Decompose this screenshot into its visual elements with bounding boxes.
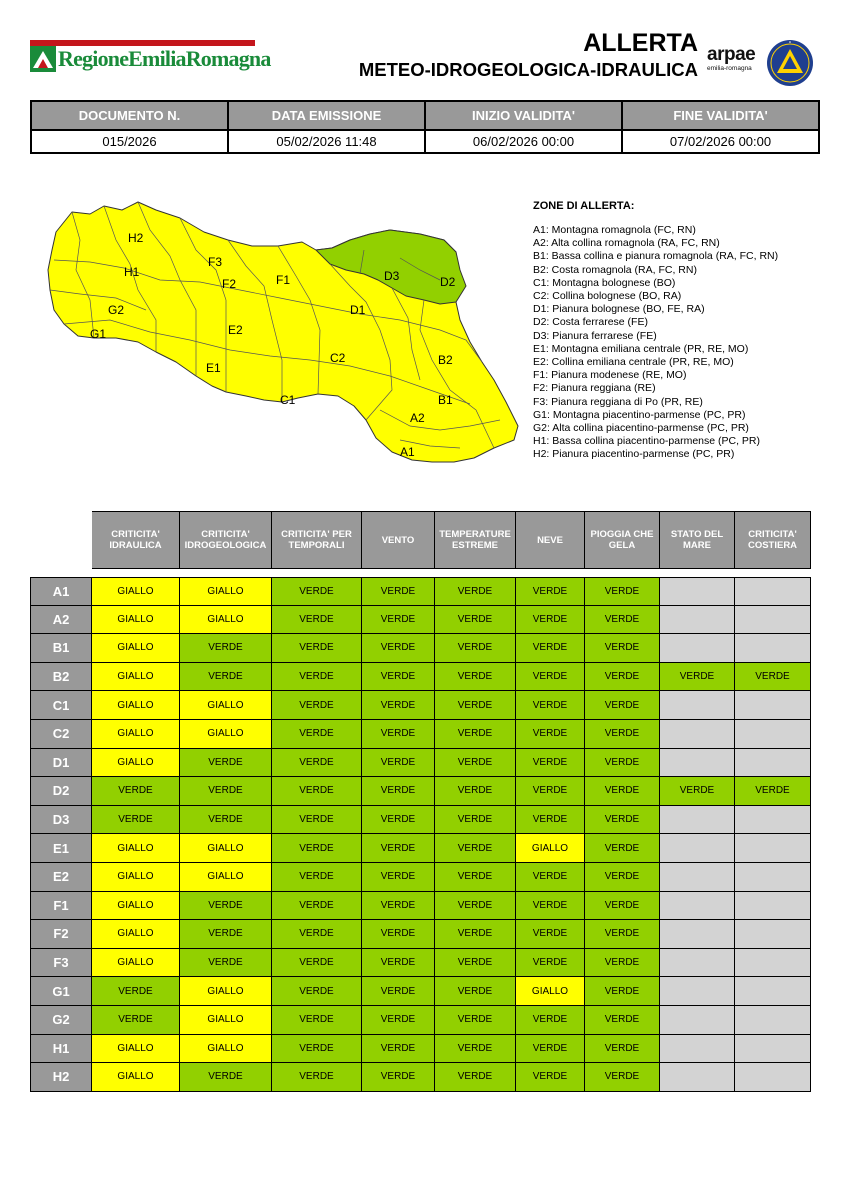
zone-label: D3 xyxy=(30,806,92,835)
zone-label: A2 xyxy=(30,606,92,635)
alert-level-cell: VERDE xyxy=(585,920,660,949)
alert-level-cell: VERDE xyxy=(585,806,660,835)
column-header: CRITICITA' IDRAULICA xyxy=(92,511,180,569)
alert-level-cell: VERDE xyxy=(362,777,435,806)
zone-legend-item: B1: Bassa collina e pianura romagnola (RA, FC, RN) xyxy=(533,250,779,263)
alert-level-cell: VERDE xyxy=(516,1006,585,1035)
map-label-c1: C1 xyxy=(280,393,296,407)
alert-level-cell: VERDE xyxy=(585,634,660,663)
column-header: CRITICITA' IDROGEOLOGICA xyxy=(180,511,272,569)
document-info-table xyxy=(30,100,820,154)
empty-cell xyxy=(660,806,735,835)
alert-level-cell: VERDE xyxy=(516,892,585,921)
alert-level-cell: VERDE xyxy=(585,606,660,635)
map-region-yellow xyxy=(48,202,518,462)
alert-level-cell: VERDE xyxy=(435,949,516,978)
alert-level-cell: VERDE xyxy=(516,920,585,949)
empty-cell xyxy=(735,577,811,606)
map-label-f3: F3 xyxy=(208,255,223,269)
empty-cell xyxy=(735,1006,811,1035)
zone-legend-item: E2: Collina emiliana centrale (PR, RE, MO) xyxy=(533,356,734,369)
alert-level-cell: VERDE xyxy=(585,892,660,921)
zone-label: H1 xyxy=(30,1035,92,1064)
zone-label: E2 xyxy=(30,863,92,892)
alert-level-cell: VERDE xyxy=(435,806,516,835)
column-header: VENTO xyxy=(362,511,435,569)
alert-level-cell: GIALLO xyxy=(516,977,585,1006)
table-row xyxy=(30,749,811,778)
table-row xyxy=(30,691,811,720)
alert-level-cell: GIALLO xyxy=(516,834,585,863)
table-row xyxy=(30,1063,811,1092)
table-row xyxy=(30,777,811,806)
alert-level-cell: VERDE xyxy=(272,720,362,749)
alert-level-cell: VERDE xyxy=(272,834,362,863)
page-subtitle: METEO-IDROGEOLOGICA-IDRAULICA xyxy=(358,59,698,80)
empty-cell xyxy=(735,806,811,835)
alert-level-cell: GIALLO xyxy=(180,606,272,635)
alert-level-cell: VERDE xyxy=(362,749,435,778)
alert-level-cell: VERDE xyxy=(435,663,516,692)
column-header: TEMPERATURE ESTREME xyxy=(435,511,516,569)
alert-level-cell: GIALLO xyxy=(180,720,272,749)
alert-table-body xyxy=(30,569,811,1092)
alert-level-cell: VERDE xyxy=(272,892,362,921)
alert-level-cell: VERDE xyxy=(272,749,362,778)
brand-name: RegioneEmiliaRomagna xyxy=(58,46,271,71)
alert-level-cell: GIALLO xyxy=(92,892,180,921)
page-title: ALLERTA xyxy=(583,29,698,57)
alert-level-cell: VERDE xyxy=(585,691,660,720)
alert-level-cell: VERDE xyxy=(362,663,435,692)
alert-level-cell: GIALLO xyxy=(92,949,180,978)
arpae-wordmark xyxy=(707,45,763,65)
alert-level-cell: GIALLO xyxy=(92,720,180,749)
alert-level-cell: VERDE xyxy=(362,1035,435,1064)
alert-level-cell: GIALLO xyxy=(180,1035,272,1064)
alert-zones-map xyxy=(20,190,525,480)
zone-label: F2 xyxy=(30,920,92,949)
zone-label: F3 xyxy=(30,949,92,978)
zone-label: F1 xyxy=(30,892,92,921)
alert-level-cell: VERDE xyxy=(362,634,435,663)
fine-validita-value: 07/02/2026 00:00 xyxy=(622,130,819,153)
zone-legend-item: C1: Montagna bolognese (BO) xyxy=(533,276,676,289)
alert-level-cell: VERDE xyxy=(516,749,585,778)
empty-cell xyxy=(660,720,735,749)
documento-number: 015/2026 xyxy=(31,130,228,153)
alert-level-cell: GIALLO xyxy=(180,863,272,892)
alert-level-cell: VERDE xyxy=(180,806,272,835)
alert-level-cell: VERDE xyxy=(272,606,362,635)
empty-cell xyxy=(735,834,811,863)
alert-level-cell: VERDE xyxy=(272,1006,362,1035)
zone-legend-item: A2: Alta collina romagnola (RA, FC, RN) xyxy=(533,237,720,250)
alert-level-cell: GIALLO xyxy=(180,1006,272,1035)
zone-label: D1 xyxy=(30,749,92,778)
alert-level-cell: VERDE xyxy=(516,720,585,749)
alert-level-cell: VERDE xyxy=(735,777,811,806)
zone-label: B2 xyxy=(30,663,92,692)
alert-level-cell: GIALLO xyxy=(92,863,180,892)
alert-level-cell: VERDE xyxy=(516,1063,585,1092)
map-label-b2: B2 xyxy=(438,353,453,367)
regione-emilia-romagna-logo xyxy=(30,40,271,76)
alert-level-cell: VERDE xyxy=(272,949,362,978)
alert-level-cell: VERDE xyxy=(516,863,585,892)
alert-level-cell: VERDE xyxy=(362,834,435,863)
alert-level-cell: VERDE xyxy=(92,806,180,835)
alert-level-cell: VERDE xyxy=(362,863,435,892)
alert-level-cell: VERDE xyxy=(435,777,516,806)
alert-level-cell: VERDE xyxy=(585,663,660,692)
alert-level-cell: VERDE xyxy=(516,663,585,692)
empty-cell xyxy=(660,949,735,978)
map-label-h2: H2 xyxy=(128,231,144,245)
alert-level-cell: VERDE xyxy=(435,863,516,892)
regione-flag-icon xyxy=(30,46,56,72)
header-fine-validita: FINE VALIDITA' xyxy=(622,101,819,130)
document-info-values-row xyxy=(31,130,819,153)
alert-level-cell: VERDE xyxy=(180,663,272,692)
alert-level-cell: VERDE xyxy=(362,720,435,749)
alert-level-cell: GIALLO xyxy=(180,691,272,720)
alert-level-cell: VERDE xyxy=(362,1063,435,1092)
table-row xyxy=(30,863,811,892)
column-header: CRITICITA' COSTIERA xyxy=(735,511,811,569)
alert-level-cell: GIALLO xyxy=(92,834,180,863)
zone-legend-item: E1: Montagna emiliana centrale (PR, RE, MO) xyxy=(533,342,749,355)
table-row xyxy=(30,977,811,1006)
alert-level-cell: VERDE xyxy=(272,634,362,663)
alert-level-cell: VERDE xyxy=(180,920,272,949)
alert-level-cell: VERDE xyxy=(435,577,516,606)
alert-level-cell: GIALLO xyxy=(92,1063,180,1092)
alert-level-cell: VERDE xyxy=(435,1035,516,1064)
alert-level-cell: VERDE xyxy=(92,1006,180,1035)
zone-label: G1 xyxy=(30,977,92,1006)
table-row xyxy=(30,1035,811,1064)
empty-cell xyxy=(735,977,811,1006)
zone-legend-item: A1: Montagna romagnola (FC, RN) xyxy=(533,224,696,236)
alert-level-cell: VERDE xyxy=(272,577,362,606)
zone-legend-item: F2: Pianura reggiana (RE) xyxy=(533,382,656,395)
zone-label: G2 xyxy=(30,1006,92,1035)
empty-cell xyxy=(660,634,735,663)
empty-cell xyxy=(735,892,811,921)
alert-level-cell: VERDE xyxy=(272,663,362,692)
zone-legend-item: H2: Pianura piacentino-parmense (PC, PR) xyxy=(533,448,735,461)
alert-level-cell: GIALLO xyxy=(92,606,180,635)
protezione-civile-icon xyxy=(766,39,814,87)
empty-cell xyxy=(660,606,735,635)
map-label-g2: G2 xyxy=(108,303,125,317)
table-row xyxy=(30,806,811,835)
zone-legend-item: B2: Costa romagnola (RA, FC, RN) xyxy=(533,263,697,276)
alert-level-cell: VERDE xyxy=(272,806,362,835)
alert-level-cell: VERDE xyxy=(516,577,585,606)
map-label-d3: D3 xyxy=(384,269,400,283)
alert-level-cell: VERDE xyxy=(516,949,585,978)
column-header: PIOGGIA CHE GELA xyxy=(585,511,660,569)
map-label-e2: E2 xyxy=(228,323,243,337)
alert-level-cell: VERDE xyxy=(362,691,435,720)
empty-cell xyxy=(735,949,811,978)
alert-level-cell: GIALLO xyxy=(180,834,272,863)
alert-level-cell: VERDE xyxy=(585,720,660,749)
alert-level-cell: VERDE xyxy=(92,977,180,1006)
table-row xyxy=(30,1006,811,1035)
zone-label: B1 xyxy=(30,634,92,663)
empty-cell xyxy=(660,1035,735,1064)
document-info-header-row xyxy=(31,101,819,130)
alert-level-cell: VERDE xyxy=(516,691,585,720)
alert-level-cell: GIALLO xyxy=(92,920,180,949)
empty-cell xyxy=(660,834,735,863)
zone-legend-item: F1: Pianura modenese (RE, MO) xyxy=(533,369,687,382)
alert-level-cell: VERDE xyxy=(516,806,585,835)
alert-level-cell: VERDE xyxy=(585,1006,660,1035)
header-data-emissione: DATA EMISSIONE xyxy=(228,101,425,130)
column-header: CRITICITA' PER TEMPORALI xyxy=(272,511,362,569)
alert-level-cell: VERDE xyxy=(435,1006,516,1035)
alert-level-cell: VERDE xyxy=(180,634,272,663)
alert-level-cell: VERDE xyxy=(585,949,660,978)
alert-level-cell: VERDE xyxy=(585,577,660,606)
zone-label: H2 xyxy=(30,1063,92,1092)
alert-level-cell: VERDE xyxy=(362,577,435,606)
alert-level-cell: VERDE xyxy=(272,863,362,892)
empty-cell xyxy=(735,749,811,778)
alert-level-cell: VERDE xyxy=(272,977,362,1006)
zone-legend-item: G2: Alta collina piacentino-parmense (PC, PR) xyxy=(533,422,749,435)
alert-level-cell: VERDE xyxy=(516,1035,585,1064)
alert-level-cell: VERDE xyxy=(516,634,585,663)
alert-level-cell: VERDE xyxy=(435,691,516,720)
header-inizio-validita: INIZIO VALIDITA' xyxy=(425,101,622,130)
empty-cell xyxy=(660,1006,735,1035)
alert-level-cell: VERDE xyxy=(180,949,272,978)
table-row xyxy=(30,892,811,921)
alert-level-cell: GIALLO xyxy=(92,1035,180,1064)
alert-level-cell: VERDE xyxy=(272,920,362,949)
empty-cell xyxy=(735,634,811,663)
empty-cell xyxy=(660,863,735,892)
alert-level-cell: GIALLO xyxy=(92,634,180,663)
alert-level-cell: GIALLO xyxy=(92,691,180,720)
zone-label: C1 xyxy=(30,691,92,720)
table-row xyxy=(30,834,811,863)
table-row xyxy=(30,720,811,749)
map-label-e1: E1 xyxy=(206,361,221,375)
map-label-f2: F2 xyxy=(222,277,237,291)
alert-level-cell: VERDE xyxy=(180,749,272,778)
column-header: NEVE xyxy=(516,511,585,569)
alert-level-cell: GIALLO xyxy=(180,577,272,606)
empty-cell xyxy=(660,920,735,949)
map-label-g1: G1 xyxy=(90,327,107,341)
zone-legend-item: H1: Bassa collina piacentino-parmense (PC, PR) xyxy=(533,435,761,448)
alert-level-cell: VERDE xyxy=(92,777,180,806)
empty-cell xyxy=(735,720,811,749)
alert-level-cell: VERDE xyxy=(585,1035,660,1064)
map-label-b1: B1 xyxy=(438,393,453,407)
alert-level-cell: VERDE xyxy=(362,806,435,835)
empty-cell xyxy=(735,1063,811,1092)
table-row xyxy=(30,920,811,949)
alert-level-cell: VERDE xyxy=(272,777,362,806)
alert-level-cell: VERDE xyxy=(585,863,660,892)
alert-level-cell: VERDE xyxy=(435,920,516,949)
table-row xyxy=(30,634,811,663)
inizio-validita-value: 06/02/2026 00:00 xyxy=(425,130,622,153)
table-row xyxy=(30,606,811,635)
alert-level-cell: VERDE xyxy=(272,1035,362,1064)
alert-level-cell: VERDE xyxy=(435,606,516,635)
alert-level-cell: VERDE xyxy=(585,777,660,806)
alert-level-cell: VERDE xyxy=(362,1006,435,1035)
alert-levels-table xyxy=(30,511,811,1092)
map-label-d1: D1 xyxy=(350,303,366,317)
alert-level-cell: VERDE xyxy=(585,834,660,863)
alert-level-cell: VERDE xyxy=(435,834,516,863)
alert-level-cell: VERDE xyxy=(435,720,516,749)
zones-legend-title: ZONE DI ALLERTA: xyxy=(533,200,635,212)
table-corner xyxy=(30,511,92,569)
empty-cell xyxy=(735,691,811,720)
zone-label: D2 xyxy=(30,777,92,806)
alert-level-cell: VERDE xyxy=(362,920,435,949)
alert-level-cell: VERDE xyxy=(585,977,660,1006)
zone-label: A1 xyxy=(30,577,92,606)
alert-level-cell: VERDE xyxy=(435,977,516,1006)
alert-level-cell: GIALLO xyxy=(92,749,180,778)
zone-label: C2 xyxy=(30,720,92,749)
map-label-a2: A2 xyxy=(410,411,425,425)
table-row xyxy=(30,949,811,978)
alert-level-cell: VERDE xyxy=(362,949,435,978)
zone-legend-item: D3: Pianura ferrarese (FE) xyxy=(533,329,657,342)
alert-level-cell: VERDE xyxy=(585,1063,660,1092)
arpae-logo xyxy=(707,45,763,81)
map-label-d2: D2 xyxy=(440,275,456,289)
empty-cell xyxy=(735,1035,811,1064)
alert-level-cell: VERDE xyxy=(362,977,435,1006)
empty-cell xyxy=(660,892,735,921)
table-row xyxy=(30,577,811,606)
alert-level-cell: VERDE xyxy=(516,777,585,806)
zone-legend-item: F3: Pianura reggiana di Po (PR, RE) xyxy=(533,395,703,408)
alert-level-cell: VERDE xyxy=(362,606,435,635)
zone-legend-item: D1: Pianura bolognese (BO, FE, RA) xyxy=(533,303,705,316)
alert-level-cell: GIALLO xyxy=(180,977,272,1006)
data-emissione-value: 05/02/2026 11:48 xyxy=(228,130,425,153)
empty-cell xyxy=(660,1063,735,1092)
arpae-name: arpae xyxy=(707,44,756,65)
alert-level-cell: VERDE xyxy=(435,892,516,921)
zones-legend xyxy=(533,200,833,462)
alert-level-cell: VERDE xyxy=(272,1063,362,1092)
header-spacer-row xyxy=(30,569,811,577)
alert-level-cell: VERDE xyxy=(435,634,516,663)
alert-level-cell: GIALLO xyxy=(92,577,180,606)
alert-level-cell: VERDE xyxy=(585,749,660,778)
map-label-a1: A1 xyxy=(400,445,415,459)
zone-legend-item: C2: Collina bolognese (BO, RA) xyxy=(533,290,682,303)
alert-level-cell: VERDE xyxy=(180,892,272,921)
alert-level-cell: VERDE xyxy=(180,777,272,806)
zone-legend-item: D2: Costa ferrarese (FE) xyxy=(533,316,648,329)
alert-level-cell: VERDE xyxy=(660,777,735,806)
table-row xyxy=(30,663,811,692)
empty-cell xyxy=(735,863,811,892)
arpae-region: emilia-romagna xyxy=(707,65,752,72)
alert-table-header-row xyxy=(30,511,811,569)
alert-level-cell: VERDE xyxy=(272,691,362,720)
empty-cell xyxy=(660,977,735,1006)
empty-cell xyxy=(660,577,735,606)
alert-level-cell: VERDE xyxy=(435,749,516,778)
alert-level-cell: VERDE xyxy=(180,1063,272,1092)
map-label-h1: H1 xyxy=(124,265,140,279)
alert-level-cell: VERDE xyxy=(435,1063,516,1092)
zone-legend-item: G1: Montagna piacentino-parmense (PC, PR) xyxy=(533,408,746,421)
empty-cell xyxy=(735,606,811,635)
empty-cell xyxy=(735,920,811,949)
alert-level-cell: VERDE xyxy=(516,606,585,635)
alert-level-cell: VERDE xyxy=(735,663,811,692)
alert-level-cell: VERDE xyxy=(362,892,435,921)
map-label-f1: F1 xyxy=(276,273,291,287)
alert-level-cell: GIALLO xyxy=(92,663,180,692)
column-header: STATO DEL MARE xyxy=(660,511,735,569)
empty-cell xyxy=(660,749,735,778)
zone-label: E1 xyxy=(30,834,92,863)
map-label-c2: C2 xyxy=(330,351,346,365)
header-documento: DOCUMENTO N. xyxy=(31,101,228,130)
empty-cell xyxy=(660,691,735,720)
alert-level-cell: VERDE xyxy=(660,663,735,692)
